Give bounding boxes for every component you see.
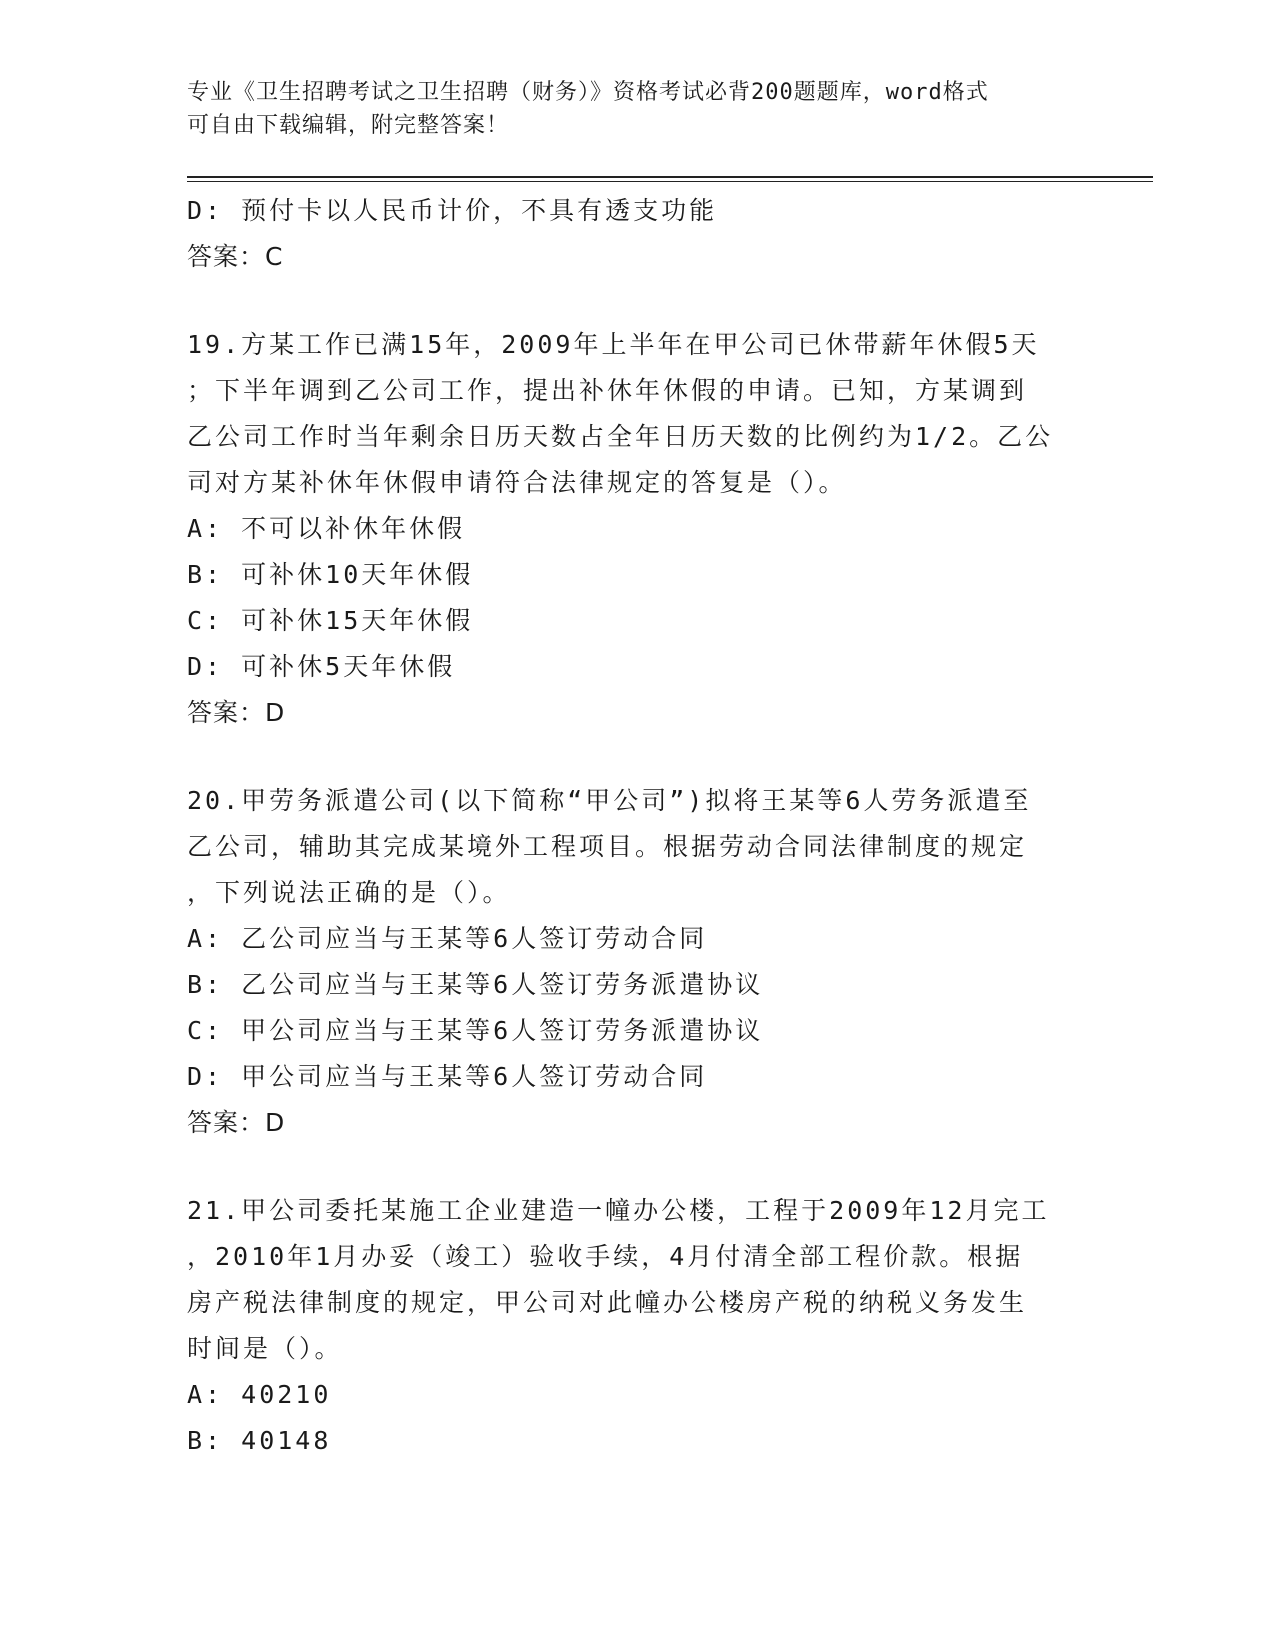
option-b: B: 可补休10天年休假 [187, 560, 474, 589]
option-b: B: 乙公司应当与王某等6人签订劳务派遣协议 [187, 970, 764, 999]
question-text-line: 时间是（）。 [187, 1334, 343, 1363]
question-text-line: 19.方某工作已满15年，2009年上半年在甲公司已休带薪年休假5天 [187, 330, 1040, 359]
question-text-line: 21.甲公司委托某施工企业建造一幢办公楼，工程于2009年12月完工 [187, 1196, 1050, 1225]
option-a: A: 乙公司应当与王某等6人签订劳动合同 [187, 924, 708, 953]
question-19 [187, 322, 1087, 736]
question-text-line: 房产税法律制度的规定，甲公司对此幢办公楼房产税的纳税义务发生 [187, 1288, 1028, 1317]
question-text-line: 乙公司，辅助其完成某境外工程项目。根据劳动合同法律制度的规定 [187, 832, 1028, 861]
question-text-line: ，2010年1月办妥（竣工）验收手续，4月付清全部工程价款。根据 [187, 1242, 1024, 1271]
header-divider-thin [187, 181, 1153, 182]
option-a: A: 40210 [187, 1380, 332, 1409]
question-text-line: 司对方某补休年休假申请符合法律规定的答复是（）。 [187, 468, 847, 497]
document-body [187, 188, 1087, 1464]
question-text-line: 20.甲劳务派遣公司(以下简称“甲公司”)拟将王某等6人劳务派遣至 [187, 786, 1032, 815]
option-c: C: 可补休15天年休假 [187, 606, 474, 635]
question-text-line: ；下半年调到乙公司工作，提出补休年休假的申请。已知，方某调到 [187, 376, 1028, 405]
option-d: D: 甲公司应当与王某等6人签订劳动合同 [187, 1062, 708, 1091]
header-divider [187, 176, 1153, 178]
header-line-2: 可自由下载编辑，附完整答案！ [187, 113, 510, 138]
option-d: D: 预付卡以人民币计价，不具有透支功能 [187, 196, 718, 225]
answer-line: 答案：D [187, 1108, 286, 1137]
option-c: C: 甲公司应当与王某等6人签订劳务派遣协议 [187, 1016, 764, 1045]
option-d: D: 可补休5天年休假 [187, 652, 456, 681]
page-header [187, 76, 1087, 142]
answer-line: 答案：C [187, 242, 284, 271]
question-21 [187, 1188, 1087, 1464]
question-20 [187, 778, 1087, 1146]
question-text-line: 乙公司工作时当年剩余日历天数占全年日历天数的比例约为1/2。乙公 [187, 422, 1054, 451]
option-a: A: 不可以补休年休假 [187, 514, 466, 543]
header-line-1: 专业《卫生招聘考试之卫生招聘（财务）》资格考试必背200题题库，word格式 [187, 80, 989, 105]
answer-line: 答案：D [187, 698, 286, 727]
question-text-line: ，下列说法正确的是（）。 [187, 878, 511, 907]
option-b: B: 40148 [187, 1426, 332, 1455]
